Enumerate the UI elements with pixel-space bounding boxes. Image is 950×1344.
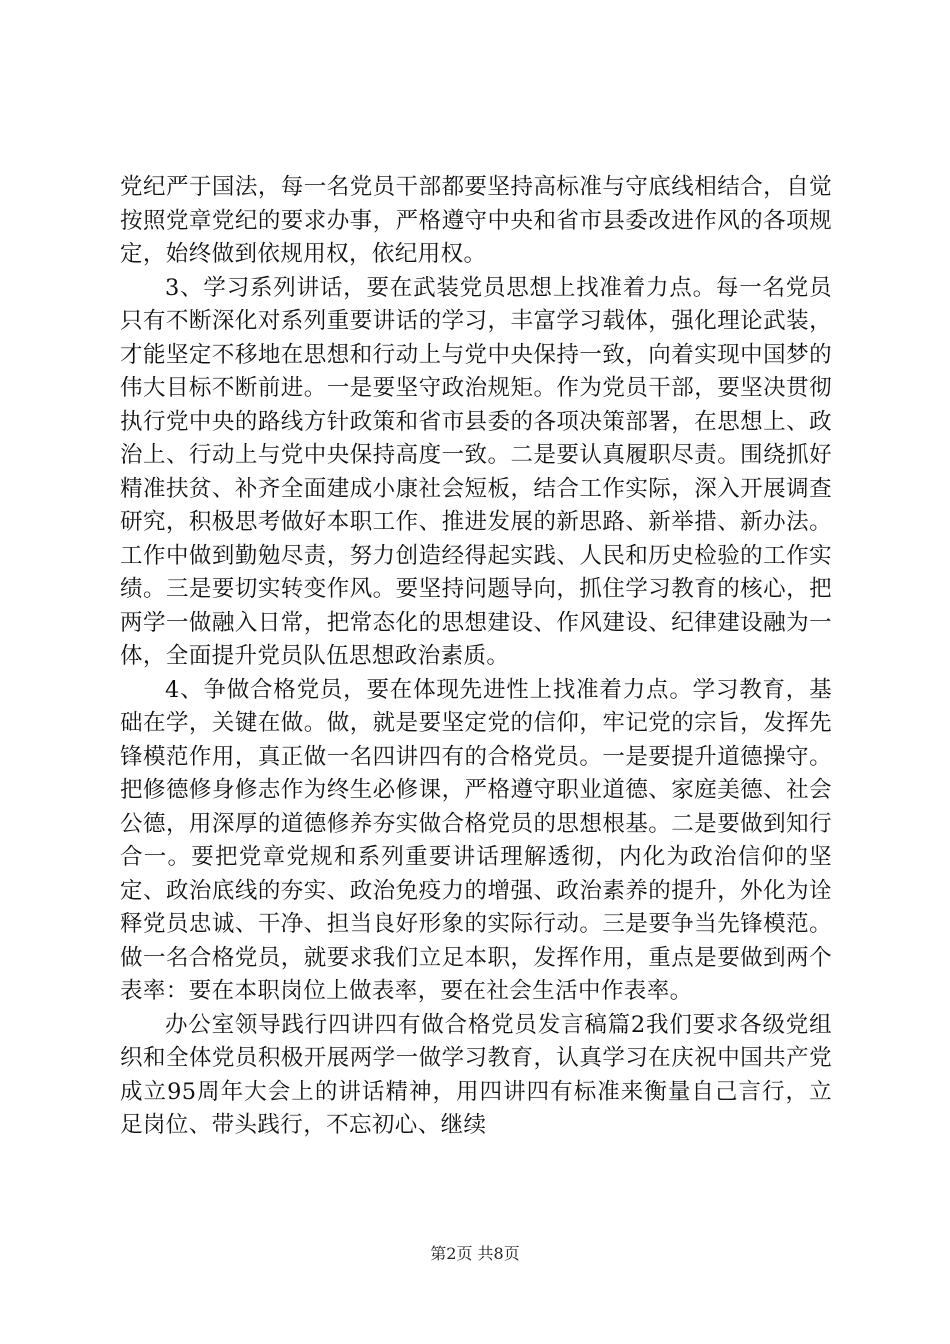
paragraph-3: 4、争做合格党员，要在体现先进性上找准着力点。学习教育，基础在学，关键在做。做，就是要坚定党的信仰，牢记党的宗旨，发挥先锋模范作用，真正做一名四讲四有的合格党员。一是要提升道德操守。把修德修身修志作为终生必修课，严格遵守职业道德、家庭美德、社会公德，用深厚的道德修养夯实做合格党员的思想根基。二是要做到知行合一。要把党章党规和系列重要讲话理解透彻，内化为政治信仰的坚定、政治底线的夯实、政治免疫力的增强、政治素养的提升，外化为诠释党员忠诚、干净、担当良好形象的实际行动。三是要争当先锋模范。做一名合格党员，就要求我们立足本职，发挥作用，重点是要做到两个表率：要在本职岗位上做表率，要在社会生活中作表率。 (120, 676, 832, 1004)
paragraph-1: 党纪严于国法，每一名党员干部都要坚持高标准与守底线相结合，自觉按照党章党纪的要求办事，严格遵守中央和省市县委改进作风的各项规定，始终做到依规用权，依纪用权。 (120, 174, 832, 267)
paragraph-2: 3、学习系列讲话，要在武装党员思想上找准着力点。每一名党员只有不断深化对系列重要讲话的学习，丰富学习载体，强化理论武装，才能坚定不移地在思想和行动上与党中央保持一致，向着实现中国梦的伟大目标不断前进。一是要坚守政治规矩。作为党员干部，要坚决贯彻执行党中央的路线方针政策和省市县委的各项决策部署，在思想上、政治上、行动上与党中央保持高度一致。二是要认真履职尽责。围绕抓好精准扶贫、补齐全面建成小康社会短板，结合工作实际，深入开展调查研究，积极思考做好本职工作、推进发展的新思路、新举措、新办法。工作中做到勤勉尽责，努力创造经得起实践、人民和历史检验的工作实绩。三是要切实转变作风。要坚持问题导向，抓住学习教育的核心，把两学一做融入日常，把常态化的思想建设、作风建设、纪律建设融为一体，全面提升党员队伍思想政治素质。 (120, 274, 832, 669)
paragraph-4: 办公室领导践行四讲四有做合格党员发言稿篇2我们要求各级党组织和全体党员积极开展两学一做学习教育，认真学习在庆祝中国共产党成立95周年大会上的讲话精神，用四讲四有标准来衡量自己言行，立足岗位、带头践行，不忘初心、继续 (120, 1011, 832, 1138)
document-body (120, 171, 832, 1143)
page-number-footer: 第2页 共8页 (430, 1244, 520, 1263)
